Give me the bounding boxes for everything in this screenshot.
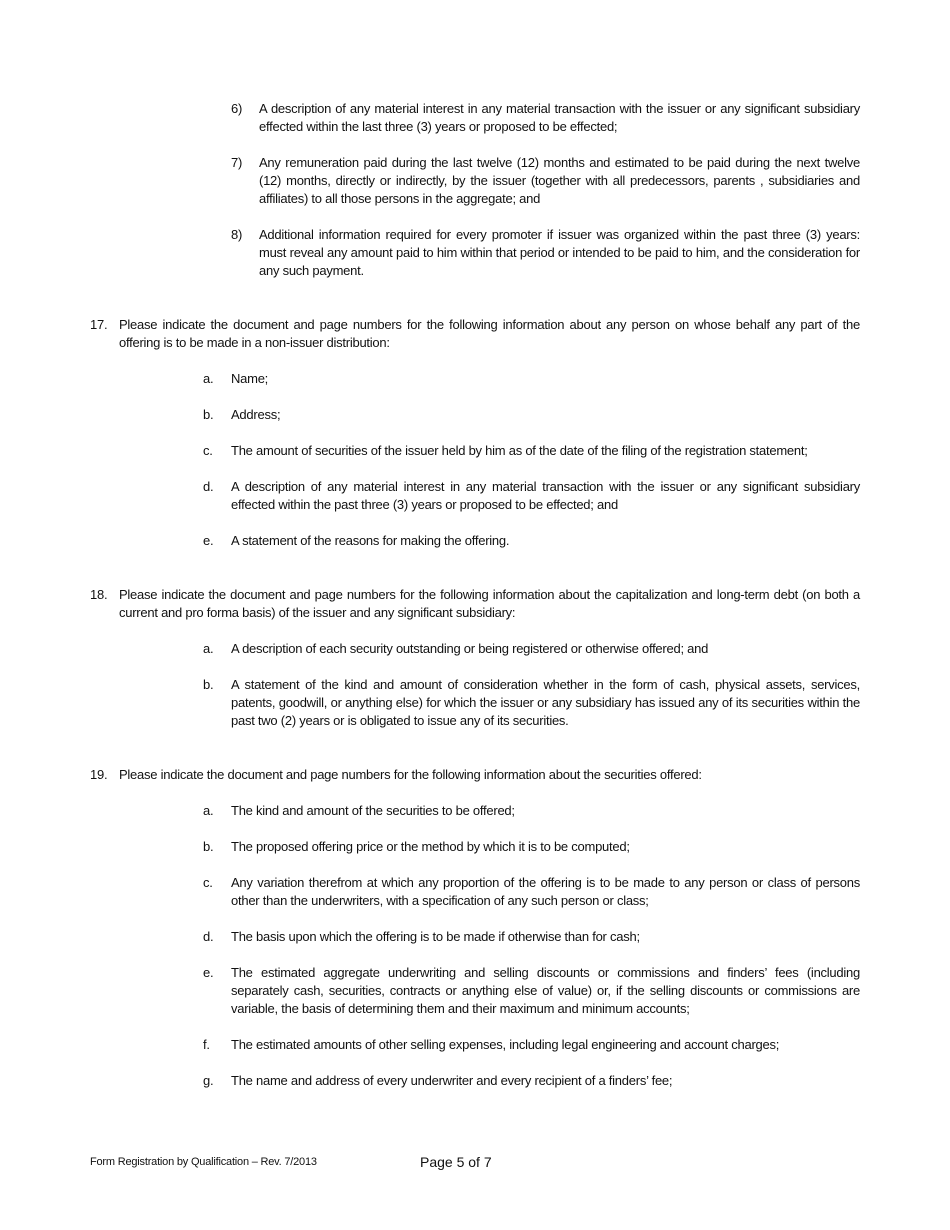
subitem-text: A statement of the kind and amount of consideration whether in the form of cash, physical assets, services, patents, goodwill, or anything else) for which the issuer or any subsidiary has issued any of its securities within the past two (2) years or is obligated to issue any of its securities. [231,677,860,728]
item-number: 7) [231,155,243,170]
subitem-text: A statement of the reasons for making the offering. [231,533,510,548]
item-number: 8) [231,227,243,242]
item-number: 6) [231,101,243,116]
subitem-letter: b. [203,407,214,422]
question-number: 17. [90,317,108,332]
item-text: Any remuneration paid during the last twelve (12) months and estimated to be paid during the next twelve (12) months, directly or indirectly, by the issuer (together with all predecessors, parents , subsidiaries and affiliates) to all those persons in the aggregate; and [259,155,860,206]
subitem-letter: b. [203,677,214,692]
question-18 [90,586,860,622]
q19-subitem-e [203,964,860,1018]
subitem-letter: a. [203,641,214,656]
page-number: Page 5 of 7 [420,1154,492,1170]
subitem-text: The basis upon which the offering is to be made if otherwise than for cash; [231,929,640,944]
question-text: Please indicate the document and page numbers for the following information about the capitalization and long-term debt (on both a current and pro forma basis) of the issuer and any significant subsidiary: [119,587,860,620]
page-content [0,100,950,1108]
subitem-letter: g. [203,1073,214,1088]
subitem-text: The name and address of every underwriter and every recipient of a finders’ fee; [231,1073,673,1088]
list-item-8 [231,226,860,280]
page-footer [0,1155,950,1175]
subitem-text: Any variation therefrom at which any proportion of the offering is to be made to any person or class of persons other than the underwriters, with a specification of any such person or class; [231,875,860,908]
question-19 [90,766,860,784]
q19-subitem-a [203,802,860,820]
q17-subitem-e [203,532,860,550]
subitem-text: The kind and amount of the securities to be offered; [231,803,515,818]
subitem-letter: a. [203,371,214,386]
q19-subitem-f [203,1036,860,1054]
question-text: Please indicate the document and page numbers for the following information about the securities offered: [119,767,702,782]
subitem-text: A description of any material interest in any material transaction with the issuer or any significant subsidiary effected within the past three (3) years or proposed to be effected; and [231,479,860,512]
subitem-text: The amount of securities of the issuer held by him as of the date of the filing of the registration statement; [231,443,808,458]
item-text: Additional information required for every promoter if issuer was organized within the past three (3) years: must reveal any amount paid to him within that period or intended to be paid to him, and the consideration for any such payment. [259,227,860,278]
q19-subitem-d [203,928,860,946]
q17-subitem-c [203,442,860,460]
question-number: 18. [90,587,108,602]
subitem-text: The proposed offering price or the method by which it is to be computed; [231,839,630,854]
list-item-6 [231,100,860,136]
subitem-letter: f. [203,1037,210,1052]
q19-subitem-c [203,874,860,910]
subitem-letter: c. [203,875,213,890]
item-text: A description of any material interest in any material transaction with the issuer or any significant subsidiary effected within the last three (3) years or proposed to be effected; [259,101,860,134]
subitem-letter: a. [203,803,214,818]
q17-subitem-d [203,478,860,514]
subitem-letter: d. [203,929,214,944]
q19-subitem-g [203,1072,860,1090]
subitem-letter: c. [203,443,213,458]
subitem-letter: d. [203,479,214,494]
question-number: 19. [90,767,108,782]
question-17 [90,316,860,352]
q17-subitem-b [203,406,860,424]
subitem-text: Address; [231,407,281,422]
subitem-letter: e. [203,533,214,548]
subitem-letter: e. [203,965,214,980]
form-revision-label: Form Registration by Qualification – Rev. 7/2013 [90,1156,317,1168]
subitem-text: Name; [231,371,269,386]
q18-subitem-a [203,640,860,658]
q17-subitem-a [203,370,860,388]
subitem-letter: b. [203,839,214,854]
list-item-7 [231,154,860,208]
subitem-text: A description of each security outstanding or being registered or otherwise offered; and [231,641,709,656]
question-text: Please indicate the document and page numbers for the following information about any person on whose behalf any part of the offering is to be made in a non-issuer distribution: [119,317,860,350]
subitem-text: The estimated amounts of other selling expenses, including legal engineering and account charges; [231,1037,780,1052]
q19-subitem-b [203,838,860,856]
subitem-text: The estimated aggregate underwriting and selling discounts or commissions and finders’ fees (including separately cash, securities, contracts or anything else of value) or, if the selling discounts or commissions are variable, the basis of determining them and their maximum and minimum accounts; [231,965,860,1016]
q18-subitem-b [203,676,860,730]
